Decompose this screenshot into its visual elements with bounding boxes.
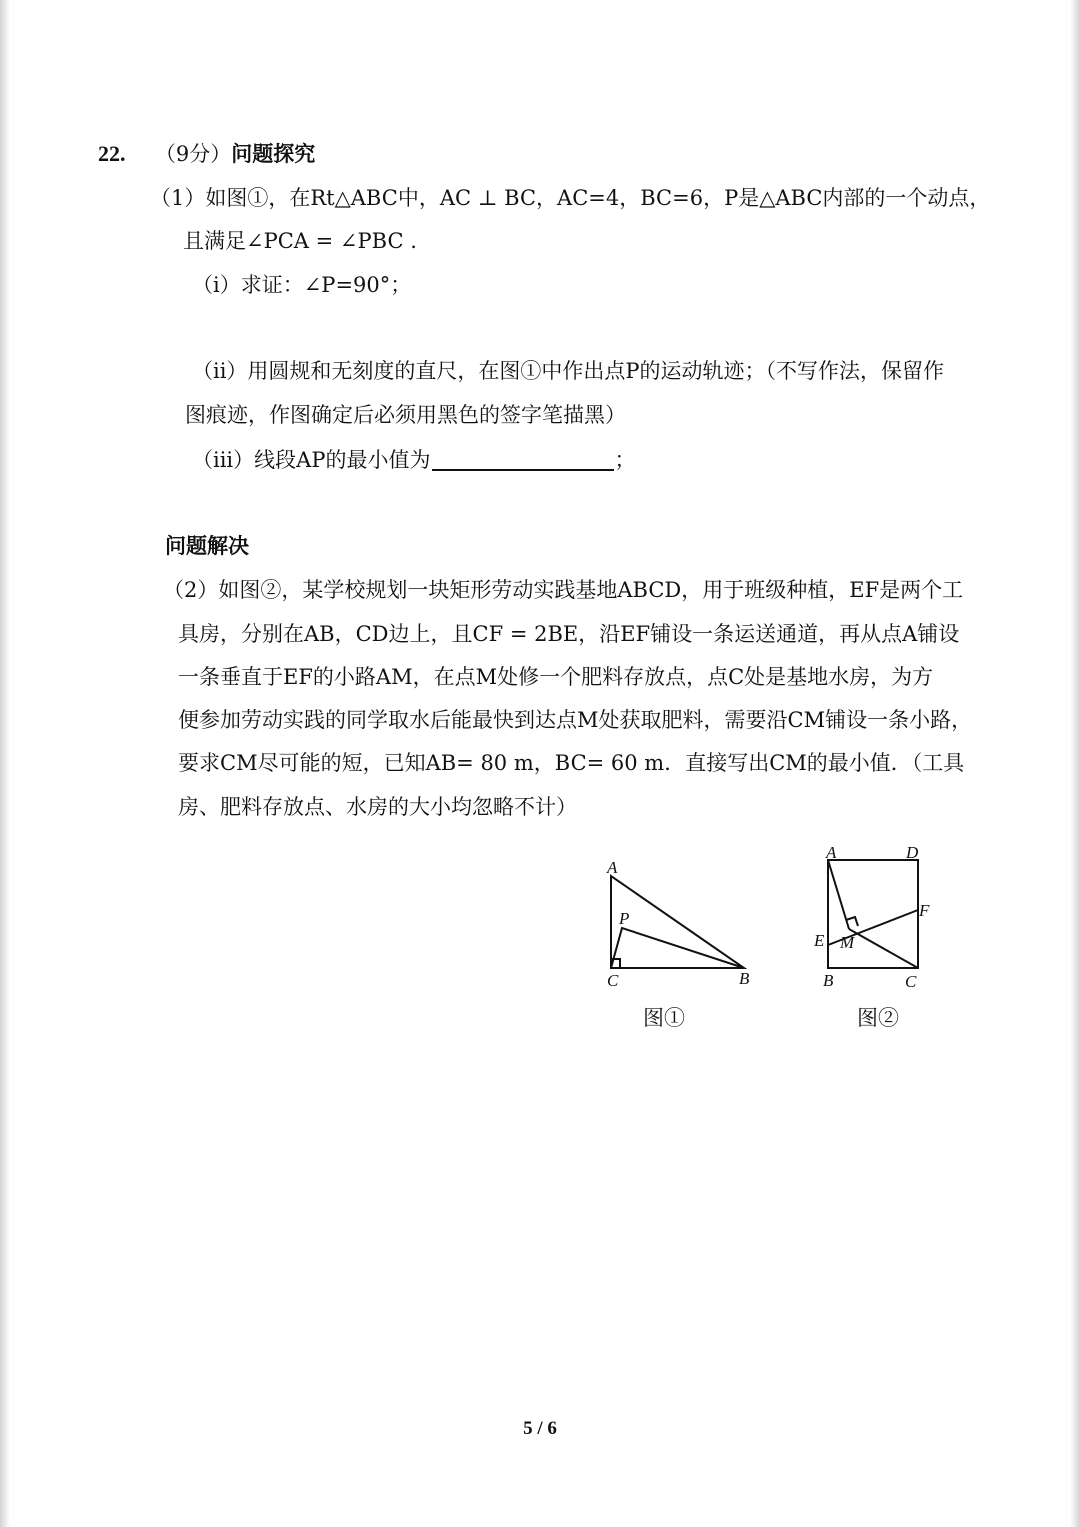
part2-line-6: 房、肥料存放点、水房的大小均忽略不计） bbox=[178, 795, 577, 819]
label-b: B bbox=[739, 969, 750, 988]
question-score: （9分） bbox=[154, 142, 232, 166]
figure-2-caption: 图② bbox=[857, 1006, 899, 1030]
label-p: P bbox=[619, 909, 630, 928]
answer-blank[interactable] bbox=[432, 447, 614, 471]
figure-1-caption: 图① bbox=[643, 1006, 685, 1030]
part1-sub-iii bbox=[192, 445, 635, 475]
page-right-edge bbox=[1070, 0, 1080, 1527]
part2-title: 问题解决 bbox=[165, 534, 249, 558]
page-number: 5 / 6 bbox=[523, 1418, 557, 1439]
label-e: E bbox=[814, 931, 825, 950]
sub-iii-prefix: （iii）线段AP的最小值为 bbox=[192, 448, 431, 472]
label-c: C bbox=[905, 972, 917, 991]
label-c: C bbox=[607, 971, 619, 990]
label-m: M bbox=[840, 933, 855, 952]
label-f: F bbox=[919, 901, 930, 920]
figure-2-rectangle-diagram bbox=[808, 840, 944, 996]
question-title: 问题探究 bbox=[231, 142, 316, 166]
triangle-abc bbox=[611, 876, 744, 968]
label-d: D bbox=[906, 843, 919, 862]
label-b: B bbox=[823, 971, 834, 990]
label-a: A bbox=[607, 858, 618, 877]
part2-line-2: 具房，分别在AB，CD边上，且CF = 2BE，沿EF铺设一条运送通道，再从点A铺设 bbox=[178, 622, 960, 646]
part2-line-5: 要求CM尽可能的短，已知AB= 80 m，BC= 60 m．直接写出CM的最小值．（工具 bbox=[178, 751, 965, 775]
sub-iii-suffix: ； bbox=[614, 448, 636, 472]
part2-line-1: （2）如图②，某学校规划一块矩形劳动实践基地ABCD，用于班级种植，EF是两个工 bbox=[163, 578, 964, 602]
figure-1-triangle-diagram bbox=[598, 852, 768, 997]
part1-line2: 且满足∠PCA = ∠PBC . bbox=[183, 229, 417, 253]
segment-mc bbox=[849, 929, 918, 968]
part1-sub-ii-line2: 图痕迹，作图确定后必须用黑色的签字笔描黑） bbox=[185, 403, 626, 427]
label-a: A bbox=[826, 843, 837, 862]
segments-cp-pb bbox=[611, 928, 744, 968]
part1-sub-ii-line1: （ii）用圆规和无刻度的直尺，在图①中作出点P的运动轨迹；（不写作法，保留作 bbox=[192, 359, 945, 383]
segment-am bbox=[828, 860, 849, 929]
part2-line-3: 一条垂直于EF的小路AM，在点M处修一个肥料存放点，点C处是基地水房，为方 bbox=[178, 665, 934, 689]
part2-line-4: 便参加劳动实践的同学取水后能最快到达点M处获取肥料，需要沿CM铺设一条小路， bbox=[178, 708, 973, 732]
question-number: 22. bbox=[98, 141, 126, 166]
question-header bbox=[98, 139, 315, 169]
part1-line1: （1）如图①，在Rt△ABC中，AC ⊥ BC，AC=4，BC=6，P是△ABC内部的一个动点， bbox=[150, 186, 991, 210]
page-left-edge bbox=[0, 0, 10, 1527]
part1-sub-i: （i）求证：∠P=90°； bbox=[192, 273, 412, 297]
